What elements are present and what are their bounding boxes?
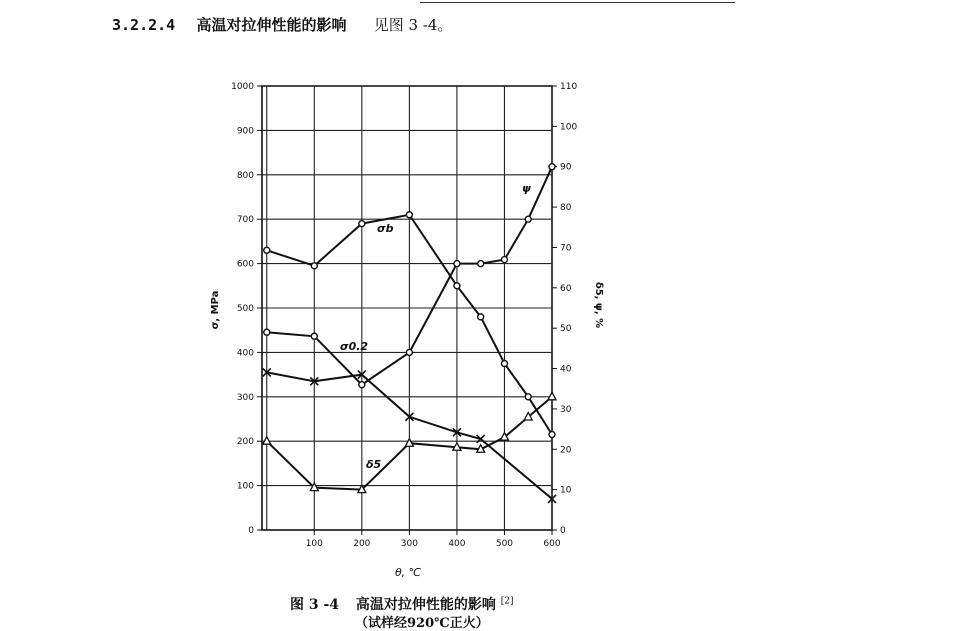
y-right-axis-label: δ5, ψ, % bbox=[593, 281, 604, 329]
y-left-tick-label: 600 bbox=[236, 259, 254, 270]
y-left-axis-label: σ, MPa bbox=[210, 290, 221, 330]
y-right-tick-label: 0 bbox=[560, 526, 566, 536]
data-point bbox=[311, 333, 317, 339]
data-point bbox=[263, 437, 271, 445]
y-right-tick-label: 40 bbox=[560, 364, 572, 375]
x-tick-label: 100 bbox=[305, 539, 323, 549]
data-point bbox=[501, 361, 507, 367]
data-point bbox=[264, 329, 270, 335]
y-left-tick-label: 900 bbox=[236, 126, 254, 137]
chart-labels bbox=[210, 182, 604, 579]
data-point bbox=[549, 164, 555, 170]
y-right-tick-label: 50 bbox=[560, 324, 572, 335]
y-right-tick-label: 30 bbox=[560, 404, 572, 415]
y-left-tick-label: 300 bbox=[236, 392, 254, 403]
x-tick-label: 300 bbox=[400, 539, 418, 549]
data-point bbox=[549, 432, 555, 438]
series-label: σ0.2 bbox=[340, 340, 369, 353]
y-right-tick-label: 100 bbox=[560, 122, 578, 133]
data-point bbox=[548, 392, 556, 400]
y-right-tick-label: 110 bbox=[560, 82, 578, 92]
series-label: δ5 bbox=[366, 458, 382, 471]
y-left-tick-label: 1000 bbox=[231, 82, 254, 92]
figure-caption bbox=[290, 594, 514, 614]
y-left-tick-label: 400 bbox=[236, 348, 254, 359]
section-title: 高温对拉伸性能的影响 bbox=[196, 16, 347, 34]
section-number: 3.2.2.4 bbox=[112, 16, 176, 34]
data-point bbox=[454, 283, 460, 289]
y-left-tick-label: 100 bbox=[236, 481, 254, 492]
data-point bbox=[264, 247, 270, 253]
chart-ticks bbox=[231, 82, 577, 549]
x-tick-label: 200 bbox=[353, 539, 371, 549]
caption-ref: [2] bbox=[500, 596, 514, 607]
y-left-tick-label: 700 bbox=[236, 215, 254, 226]
y-left-tick-label: 200 bbox=[236, 437, 254, 448]
data-point bbox=[359, 382, 365, 388]
series-label: σb bbox=[377, 222, 394, 235]
x-axis-label: θ, ℃ bbox=[394, 566, 422, 579]
data-point bbox=[501, 257, 507, 263]
y-right-tick-label: 10 bbox=[560, 485, 572, 496]
y-left-tick-label: 800 bbox=[236, 170, 254, 181]
data-point bbox=[525, 394, 531, 400]
data-point bbox=[311, 263, 317, 269]
figure-subcaption: （试样经920℃正火） bbox=[355, 616, 489, 631]
data-point bbox=[454, 261, 460, 267]
y-right-tick-label: 80 bbox=[560, 203, 572, 214]
y-right-tick-label: 60 bbox=[560, 283, 572, 294]
x-tick-label: 500 bbox=[495, 539, 514, 549]
y-right-tick-label: 70 bbox=[560, 243, 572, 254]
caption-text: 高温对拉伸性能的影响 bbox=[355, 597, 496, 613]
data-point bbox=[478, 314, 484, 320]
data-point bbox=[525, 216, 531, 222]
series-label: ψ bbox=[522, 182, 531, 195]
figure-reference: 见图 3 -4。 bbox=[373, 16, 453, 34]
x-tick-label: 600 bbox=[543, 539, 561, 549]
data-point bbox=[478, 261, 484, 267]
caption-label: 图 3 -4 bbox=[290, 597, 340, 613]
y-right-tick-label: 90 bbox=[560, 162, 572, 173]
y-left-tick-label: 500 bbox=[236, 304, 254, 314]
y-left-tick-label: 0 bbox=[248, 526, 254, 536]
data-point bbox=[406, 212, 412, 218]
data-point bbox=[406, 349, 412, 355]
x-tick-label: 400 bbox=[448, 539, 466, 549]
y-right-tick-label: 20 bbox=[560, 445, 572, 456]
data-point bbox=[359, 221, 365, 227]
